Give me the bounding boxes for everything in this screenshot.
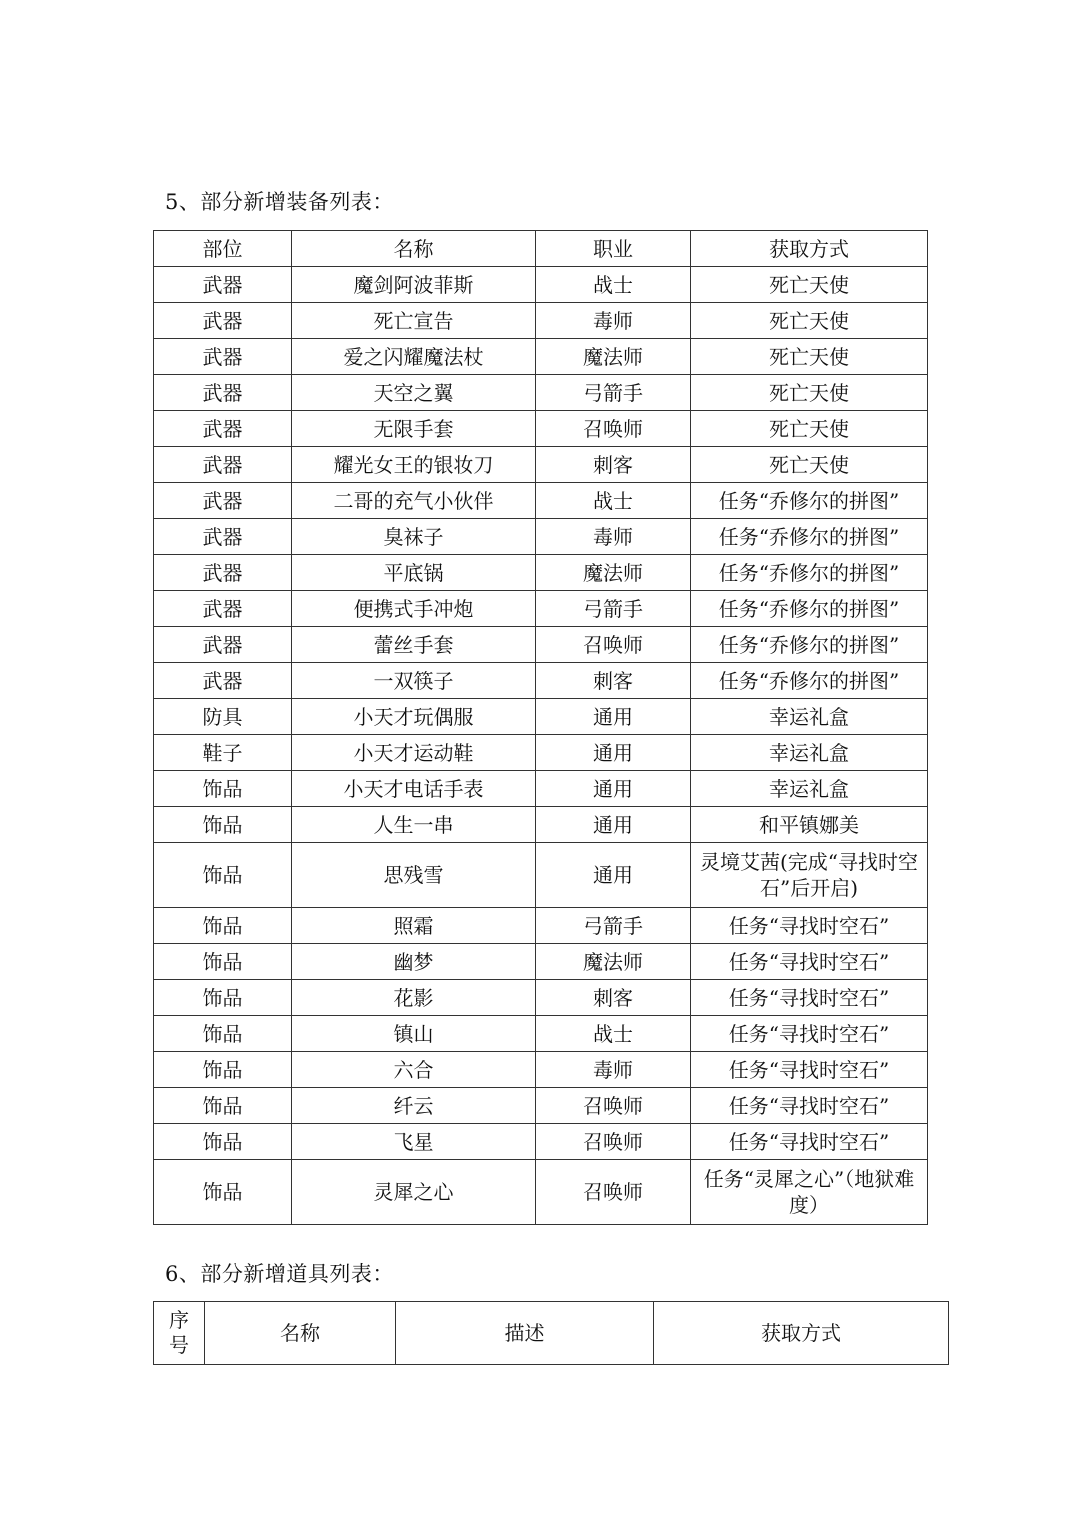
cell-class: 弓箭手 <box>536 908 691 944</box>
cell-source: 和平镇娜美 <box>691 807 928 843</box>
cell-class: 战士 <box>536 483 691 519</box>
cell-slot: 饰品 <box>154 1016 292 1052</box>
cell-name: 蕾丝手套 <box>292 627 536 663</box>
cell-slot: 武器 <box>154 447 292 483</box>
cell-class: 战士 <box>536 267 691 303</box>
table-row <box>154 1052 928 1088</box>
equipment-section-title: 5、部分新增装备列表： <box>165 190 394 214</box>
cell-name: 小天才运动鞋 <box>292 735 536 771</box>
cell-name: 便携式手冲炮 <box>292 591 536 627</box>
header-slot: 部位 <box>154 231 292 267</box>
table-row <box>154 411 928 447</box>
cell-slot: 武器 <box>154 555 292 591</box>
cell-class: 弓箭手 <box>536 375 691 411</box>
cell-class: 毒师 <box>536 1052 691 1088</box>
header-source: 获取方式 <box>691 231 928 267</box>
cell-source: 任务“寻找时空石” <box>691 1088 928 1124</box>
cell-name: 灵犀之心 <box>292 1160 536 1225</box>
equipment-table-body <box>154 267 928 1225</box>
cell-source: 任务“乔修尔的拼图” <box>691 663 928 699</box>
cell-class: 召唤师 <box>536 411 691 447</box>
cell-class: 通用 <box>536 735 691 771</box>
cell-name: 小天才电话手表 <box>292 771 536 807</box>
cell-source: 任务“灵犀之心”（地狱难度） <box>691 1160 928 1225</box>
cell-source: 幸运礼盒 <box>691 735 928 771</box>
cell-name: 魔剑阿波菲斯 <box>292 267 536 303</box>
cell-class: 通用 <box>536 699 691 735</box>
table-row <box>154 267 928 303</box>
cell-class: 通用 <box>536 807 691 843</box>
cell-source: 任务“乔修尔的拼图” <box>691 555 928 591</box>
cell-slot: 饰品 <box>154 1088 292 1124</box>
table-row <box>154 1124 928 1160</box>
header-description: 描述 <box>396 1302 654 1365</box>
cell-slot: 饰品 <box>154 843 292 908</box>
cell-source: 死亡天使 <box>691 411 928 447</box>
cell-name: 平底锅 <box>292 555 536 591</box>
cell-slot: 饰品 <box>154 771 292 807</box>
cell-class: 通用 <box>536 771 691 807</box>
cell-name: 臭袜子 <box>292 519 536 555</box>
cell-class: 通用 <box>536 843 691 908</box>
table-row <box>154 1088 928 1124</box>
cell-slot: 武器 <box>154 519 292 555</box>
cell-name: 一双筷子 <box>292 663 536 699</box>
items-section-title: 6、部分新增道具列表： <box>165 1262 394 1286</box>
header-item-name: 名称 <box>205 1302 396 1365</box>
cell-source: 死亡天使 <box>691 447 928 483</box>
cell-source: 任务“乔修尔的拼图” <box>691 519 928 555</box>
cell-class: 魔法师 <box>536 944 691 980</box>
table-row <box>154 375 928 411</box>
cell-slot: 武器 <box>154 267 292 303</box>
table-row <box>154 555 928 591</box>
table-row <box>154 447 928 483</box>
cell-source: 任务“寻找时空石” <box>691 1016 928 1052</box>
cell-class: 战士 <box>536 1016 691 1052</box>
cell-name: 纤云 <box>292 1088 536 1124</box>
cell-source: 任务“乔修尔的拼图” <box>691 591 928 627</box>
cell-slot: 武器 <box>154 591 292 627</box>
cell-source: 死亡天使 <box>691 267 928 303</box>
cell-source: 死亡天使 <box>691 375 928 411</box>
equipment-table <box>153 230 928 1225</box>
cell-slot: 武器 <box>154 627 292 663</box>
cell-name: 镇山 <box>292 1016 536 1052</box>
header-name: 名称 <box>292 231 536 267</box>
cell-slot: 饰品 <box>154 980 292 1016</box>
cell-source: 幸运礼盒 <box>691 771 928 807</box>
cell-name: 照霜 <box>292 908 536 944</box>
items-table <box>153 1301 949 1365</box>
cell-class: 召唤师 <box>536 1160 691 1225</box>
cell-name: 花影 <box>292 980 536 1016</box>
table-row <box>154 843 928 908</box>
table-row <box>154 807 928 843</box>
cell-class: 毒师 <box>536 519 691 555</box>
equipment-header-row <box>154 231 928 267</box>
cell-slot: 武器 <box>154 303 292 339</box>
header-item-source: 获取方式 <box>654 1302 949 1365</box>
table-row <box>154 519 928 555</box>
cell-source: 死亡天使 <box>691 303 928 339</box>
cell-slot: 饰品 <box>154 1160 292 1225</box>
cell-source: 任务“寻找时空石” <box>691 908 928 944</box>
cell-name: 思残雪 <box>292 843 536 908</box>
cell-source: 任务“寻找时空石” <box>691 980 928 1016</box>
cell-class: 刺客 <box>536 980 691 1016</box>
cell-class: 魔法师 <box>536 339 691 375</box>
cell-source: 幸运礼盒 <box>691 699 928 735</box>
cell-source: 任务“寻找时空石” <box>691 944 928 980</box>
cell-name: 无限手套 <box>292 411 536 447</box>
cell-slot: 武器 <box>154 375 292 411</box>
table-row <box>154 1016 928 1052</box>
cell-slot: 饰品 <box>154 807 292 843</box>
cell-name: 小天才玩偶服 <box>292 699 536 735</box>
cell-slot: 饰品 <box>154 908 292 944</box>
cell-slot: 饰品 <box>154 944 292 980</box>
cell-name: 飞星 <box>292 1124 536 1160</box>
cell-source: 任务“寻找时空石” <box>691 1052 928 1088</box>
table-row <box>154 980 928 1016</box>
cell-source: 任务“乔修尔的拼图” <box>691 627 928 663</box>
table-row <box>154 771 928 807</box>
cell-class: 召唤师 <box>536 1124 691 1160</box>
cell-class: 毒师 <box>536 303 691 339</box>
cell-name: 耀光女王的银妆刀 <box>292 447 536 483</box>
cell-slot: 鞋子 <box>154 735 292 771</box>
table-row <box>154 591 928 627</box>
cell-slot: 武器 <box>154 339 292 375</box>
cell-name: 六合 <box>292 1052 536 1088</box>
items-header-row <box>154 1302 949 1365</box>
cell-name: 爱之闪耀魔法杖 <box>292 339 536 375</box>
cell-class: 刺客 <box>536 663 691 699</box>
cell-name: 幽梦 <box>292 944 536 980</box>
table-row <box>154 663 928 699</box>
cell-name: 二哥的充气小伙伴 <box>292 483 536 519</box>
cell-source: 任务“寻找时空石” <box>691 1124 928 1160</box>
cell-class: 召唤师 <box>536 1088 691 1124</box>
cell-slot: 武器 <box>154 411 292 447</box>
cell-slot: 饰品 <box>154 1052 292 1088</box>
cell-class: 刺客 <box>536 447 691 483</box>
table-row <box>154 483 928 519</box>
cell-source: 任务“乔修尔的拼图” <box>691 483 928 519</box>
table-row <box>154 339 928 375</box>
cell-class: 魔法师 <box>536 555 691 591</box>
cell-name: 天空之翼 <box>292 375 536 411</box>
cell-name: 人生一串 <box>292 807 536 843</box>
cell-class: 召唤师 <box>536 627 691 663</box>
header-index: 序号 <box>154 1302 205 1365</box>
cell-slot: 防具 <box>154 699 292 735</box>
table-row <box>154 944 928 980</box>
cell-name: 死亡宣告 <box>292 303 536 339</box>
cell-slot: 饰品 <box>154 1124 292 1160</box>
cell-source: 灵境艾茜(完成“寻找时空石”后开启) <box>691 843 928 908</box>
table-row <box>154 303 928 339</box>
table-row <box>154 735 928 771</box>
table-row <box>154 627 928 663</box>
table-row <box>154 1160 928 1225</box>
header-class: 职业 <box>536 231 691 267</box>
cell-class: 弓箭手 <box>536 591 691 627</box>
cell-slot: 武器 <box>154 483 292 519</box>
cell-slot: 武器 <box>154 663 292 699</box>
table-row <box>154 699 928 735</box>
table-row <box>154 908 928 944</box>
cell-source: 死亡天使 <box>691 339 928 375</box>
